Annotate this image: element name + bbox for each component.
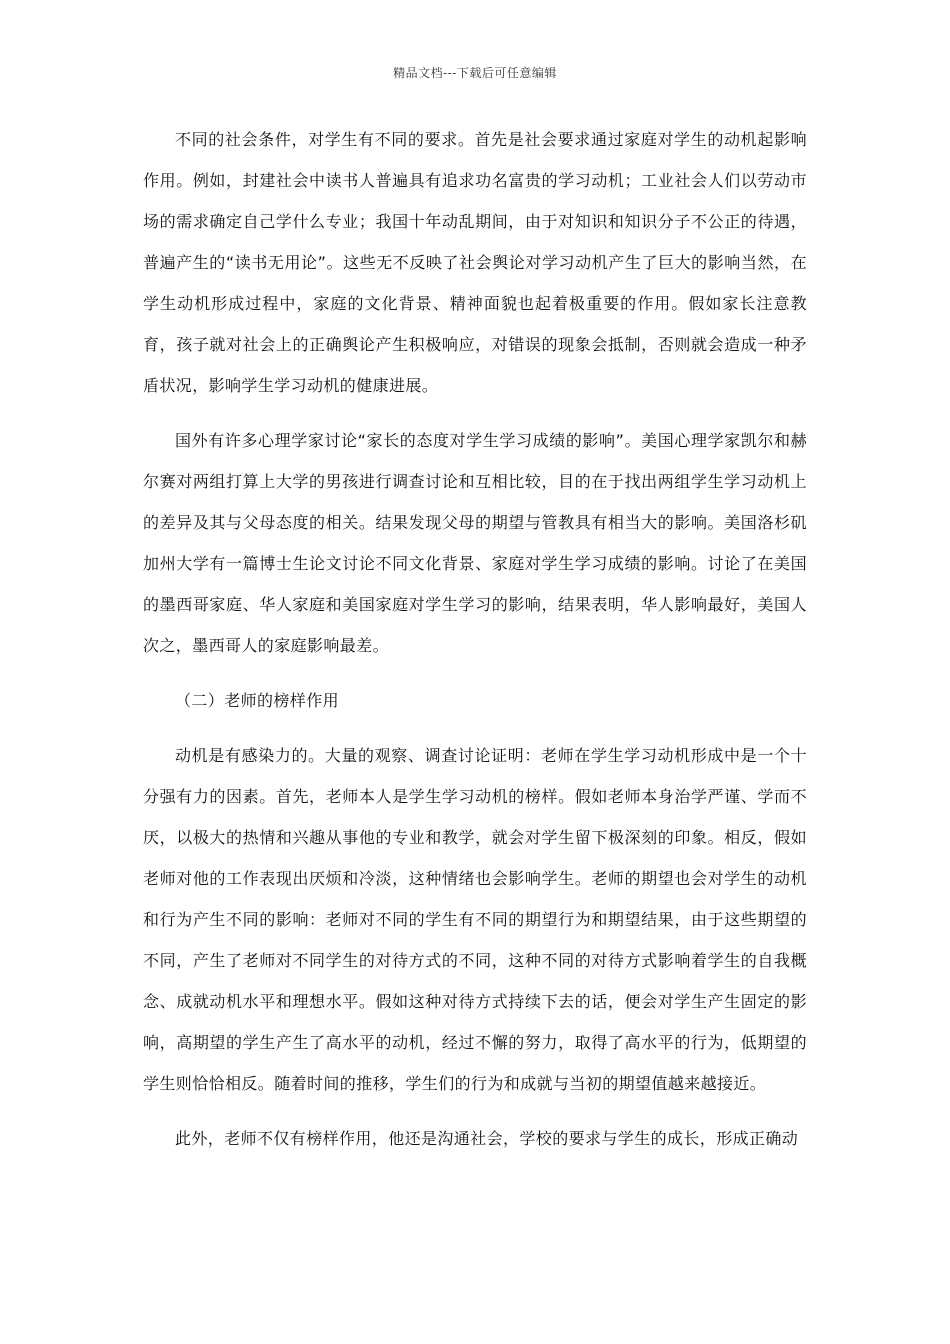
document-body: [143, 119, 807, 1159]
paragraph-social-influence: 不同的社会条件，对学生有不同的要求。首先是社会要求通过家庭对学生的动机起影响作用。例如，封建社会中读书人普遍具有追求功名富贵的学习动机；工业社会人们以劳动市场的需求确定自己学什么专业；我国十年动乱期间，由于对知识和知识分子不公正的待遇，普遍产生的“读书无用论”。这些无不反映了社会舆论对学习动机产生了巨大的影响当然，在学生动机形成过程中，家庭的文化背景、精神面貌也起着极重要的作用。假如家长注意教育，孩子就对社会上的正确舆论产生积极响应，对错误的现象会抵制，否则就会造成一种矛盾状况，影响学生学习动机的健康进展。: [143, 130, 807, 395]
paragraph-gap: [143, 1104, 807, 1118]
paragraph-gap: [143, 721, 807, 735]
paragraph-teacher-bridge: 此外，老师不仅有榜样作用，他还是沟通社会，学校的要求与学生的成长，形成正确动: [175, 1129, 799, 1148]
paragraph-gap: [143, 406, 807, 420]
paragraph-gap: [143, 666, 807, 680]
paragraph-teacher-role-model: 动机是有感染力的。大量的观察、调查讨论证明：老师在学生学习动机形成中是一个十分强有力的因素。首先，老师本人是学生学习动机的榜样。假如老师本身治学严谨、学而不厌，以极大的热情和兴趣从事他的专业和教学，就会对学生留下极深刻的印象。相反，假如老师对他的工作表现出厌烦和冷淡，这种情绪也会影响学生。老师的期望也会对学生的动机和行为产生不同的影响：老师对不同的学生有不同的期望行为和期望结果，由于这些期望的不同，产生了老师对不同学生的对待方式的不同，这种不同的对待方式影响着学生的自我概念、成就动机水平和理想水平。假如这种对待方式持续下去的话，便会对学生产生固定的影响，高期望的学生产生了高水平的动机，经过不懈的努力，取得了高水平的行为，低期望的学生则恰恰相反。随着时间的推移，学生们的行为和成就与当初的期望值越来越接近。: [143, 746, 807, 1093]
page-header: 精品文档---下载后可任意编辑: [393, 66, 557, 80]
paragraph-parent-attitude: 国外有许多心理学家讨论“家长的态度对学生学习成绩的影响”。美国心理学家凯尔和赫尔赛对两组打算上大学的男孩进行调查讨论和互相比较，目的在于找出两组学生学习动机上的差异及其与父母态度的相关。结果发现父母的期望与管教具有相当大的影响。美国洛杉矶加州大学有一篇博士生论文讨论不同文化背景、家庭对学生学习成绩的影响。讨论了在美国的墨西哥家庭、华人家庭和美国家庭对学生学习的影响，结果表明，华人影响最好，美国人次之，墨西哥人的家庭影响最差。: [143, 431, 807, 655]
section-subheading: （二）老师的榜样作用: [175, 691, 340, 710]
